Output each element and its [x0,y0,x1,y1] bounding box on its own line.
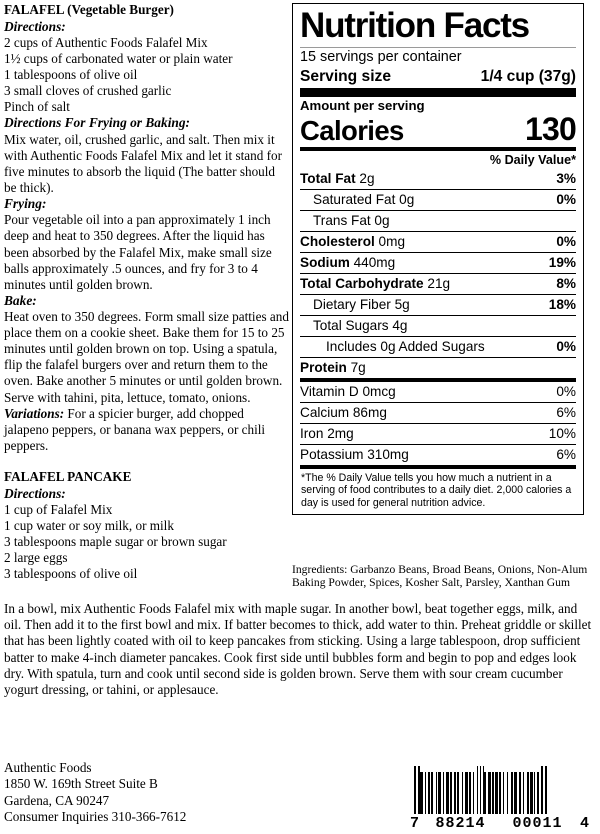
nutrient-daily-value: 0% [556,234,576,249]
vitamin-row [300,424,576,444]
barcode-bars [414,766,590,814]
serve-line: Serve with tahini, pita, lettuce, tomato, onions. [4,389,251,405]
barcode-digits [410,815,590,832]
nutrition-facts-title: Nutrition Facts [300,6,529,45]
pancake-ingredient: 3 tablespoons of olive oil [4,566,138,582]
variations-heading: Variations: [4,405,65,421]
nutrient-label: Total Sugars 4g [313,318,408,333]
pancake-ingredient: 2 large eggs [4,550,68,566]
daily-value-footnote: *The % Daily Value tells you how much a nutrient in a serving of food contributes to a daily diet. 2,000 calories a day is used for general nutrition advice. [301,471,572,509]
pancake-directions-heading: Directions: [4,485,66,501]
nutrient-label: Dietary Fiber 5g [313,297,410,312]
nutrient-label: Cholesterol 0mg [300,234,406,249]
section-spacer [4,454,290,469]
calories-label: Calories [300,114,404,146]
nutrient-daily-value: 0% [556,192,576,207]
nutrient-row [300,169,576,189]
frying-heading: Frying: [4,196,47,212]
pancake-ingredient: 1 cup of Falafel Mix [4,501,113,517]
burger-ingredient: 2 cups of Authentic Foods Falafel Mix [4,34,208,50]
burger-ingredient: 3 small cloves of crushed garlic [4,83,172,99]
variations-body: For a spicier burger, add chopped jalapeno peppers, or banana wax peppers, or chili peppers. [4,405,266,453]
nutrient-row [300,211,576,231]
vitamin-label: Potassium 310mg [300,447,409,462]
variations-block [4,406,290,454]
barcode-digits-left: 88214 [435,815,486,832]
vitamin-daily-value: 6% [556,447,576,462]
recipe-column [4,2,290,582]
nutrient-label: Total Fat 2g [300,171,375,186]
ingredients-statement: Ingredients: Garbanzo Beans, Broad Beans, Onions, Non-Alum Baking Powder, Spices, Kosher Salt, Parsley, Xanthan Gum [292,563,588,590]
nutrient-row [300,295,576,315]
company-address-block [4,760,334,826]
burger-directions-heading: Directions: [4,18,66,34]
city-state-zip: Gardena, CA 90247 [4,792,110,808]
bake-heading: Bake: [4,292,37,308]
divider-thick-top [300,88,576,97]
frying-baking-body: Mix water, oil, crushed garlic, and salt. Then mix it with Authentic Foods Falafel Mix and let it stand for five minutes to absorb the liquid (The batter should be thick). [4,131,282,195]
bake-body: Heat oven to 350 degrees. Form small size patties and place them on a cookie sheet. Bake them for 15 to 25 minutes until golden brown on top. Using a spatula, flip the falafel burgers over and return them to the oven. Bake another 5 minutes or until golden brown. [4,309,289,389]
nutrient-row [300,190,576,210]
burger-ingredient: 1½ cups of carbonated water or plain water [4,50,233,66]
barcode-digit-last: 4 [579,815,590,832]
frying-body: Pour vegetable oil into a pan approximately 1 inch deep and heat to 350 degrees. After the liquid has been absorbed by the Falafel Mix, make small size balls approximately .5 ounces, and fry for 3 to 4 minutes until golden brown. [4,212,272,292]
nutrient-row [300,232,576,252]
burger-recipe-title: FALAFEL (Vegetable Burger) [4,2,174,17]
nutrient-label: Trans Fat 0g [313,213,390,228]
nutrient-row [300,253,576,273]
upc-barcode [410,766,590,832]
nutrient-label: Sodium 440mg [300,255,396,270]
nutrient-row [300,316,576,336]
vitamin-row [300,382,576,402]
barcode-bar [545,766,547,814]
nutrient-daily-value: 8% [556,276,576,291]
nutrient-daily-value: 0% [556,339,576,354]
calories-row [300,110,576,147]
servings-per-container: 15 servings per container [300,49,462,65]
vitamin-row [300,445,576,465]
calories-value: 130 [525,110,576,147]
serving-size-label: Serving size [300,67,392,85]
nutrition-facts-panel [292,3,584,515]
nutrient-daily-value: 19% [548,255,576,270]
nutrient-label: Protein 7g [300,360,366,375]
street-address: 1850 W. 169th Street Suite B [4,776,158,792]
nutrient-rows [300,169,576,378]
vitamin-row [300,403,576,423]
vitamin-daily-value: 10% [548,426,576,441]
pancake-recipe-title: FALAFEL PANCAKE [4,468,132,484]
vitamin-daily-value: 0% [556,384,576,399]
nutrient-label: Saturated Fat 0g [313,192,415,207]
nutrient-row [300,358,576,378]
amount-per-serving-label: Amount per serving [300,97,425,113]
nutrient-label: Includes 0g Added Sugars [326,339,485,354]
nutrient-daily-value: 3% [556,171,576,186]
consumer-inquiries-phone: Consumer Inquiries 310-366-7612 [4,809,187,825]
serving-size-row [300,67,576,88]
vitamin-label: Vitamin D 0mcg [300,384,396,399]
nutrient-label: Total Carbohydrate 21g [300,276,451,291]
pancake-instructions: In a bowl, mix Authentic Foods Falafel mix with maple sugar. In another bowl, beat together eggs, milk, and oil. Then add it to the first bowl and mix. If batter becomes to thick, add water to thin. Preheat griddle or skillet that has been lightly coated with oil to keep pancakes from sticking. Using a large tablespoon, drop sufficient batter to make 4-inch diameter pancakes. Cook first side until bubbles form and begin to pop and edges look dry. With spatula, turn and cook until second side is golden brown. Serve them with sour cream cucumber yogurt dressing, or tahini, or applesauce. [4,601,592,698]
barcode-digit-first: 7 [410,815,421,832]
vitamin-daily-value: 6% [556,405,576,420]
serving-size-value: 1/4 cup (37g) [480,67,576,85]
pancake-ingredient: 1 cup water or soy milk, or milk [4,517,174,533]
daily-value-header: % Daily Value* [489,152,576,167]
company-name: Authentic Foods [4,760,92,775]
vitamin-label: Iron 2mg [300,426,354,441]
vitamin-rows [300,382,576,465]
barcode-digits-right: 00011 [512,815,563,832]
nutrient-daily-value: 18% [548,297,576,312]
nutrient-row [300,337,576,357]
nutrient-row [300,274,576,294]
frying-baking-heading: Directions For Frying or Baking: [4,115,191,131]
vitamin-label: Calcium 86mg [300,405,387,420]
pancake-ingredient: 3 tablespoons maple sugar or brown sugar [4,534,227,550]
burger-ingredient: 1 tablespoons of olive oil [4,67,138,83]
burger-ingredient: Pinch of salt [4,99,70,115]
